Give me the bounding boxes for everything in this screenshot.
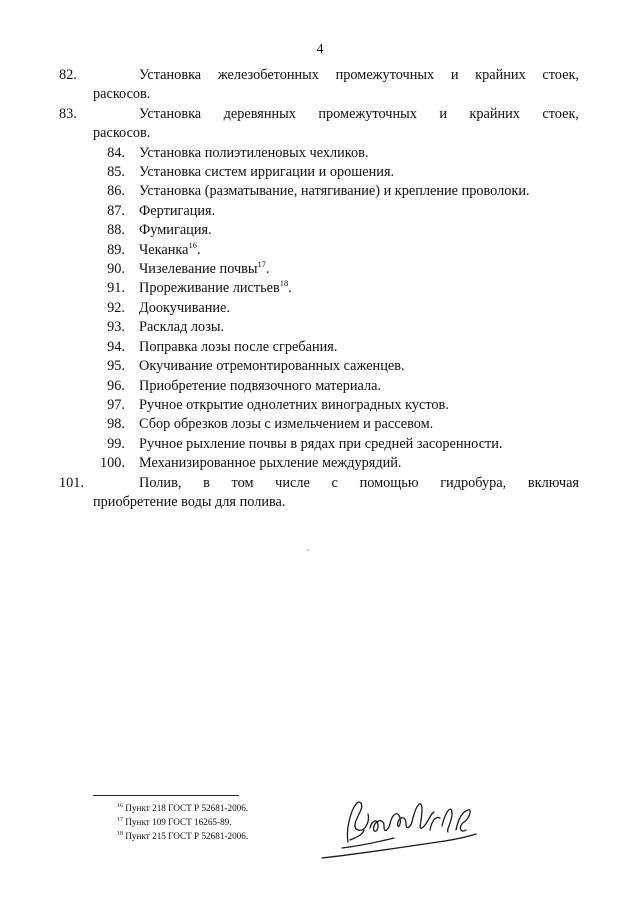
list-item [59, 105, 579, 144]
item-number: 101. [59, 474, 85, 491]
footnote-mark: 17 [117, 816, 123, 823]
item-text: Установка полиэтиленовых чехликов. [139, 144, 369, 161]
item-number: 94. [107, 338, 125, 355]
list-item [93, 163, 579, 182]
footnote-separator [93, 795, 239, 796]
item-number: 82. [59, 67, 77, 83]
list-item [93, 144, 579, 163]
footnote-text: Пункт 215 ГОСТ Р 52681-2006. [125, 831, 249, 841]
list-item [93, 435, 579, 454]
item-number: 88. [107, 222, 125, 239]
item-text: Чеканка [139, 241, 189, 258]
item-text: Установка железобетонных промежуточных и крайних стоек, [139, 67, 579, 83]
item-number: 85. [107, 164, 125, 181]
item-text: Поправка лозы после сгребания. [139, 338, 338, 355]
list-item [59, 474, 579, 513]
item-number: 86. [107, 183, 125, 200]
item-text: Фумигация. [139, 222, 212, 239]
item-text: Установка деревянных промежуточных и крайних стоек, [139, 105, 579, 122]
list-item [93, 357, 579, 376]
item-text-continuation: раскосов. [93, 125, 151, 142]
item-text: Расклад лозы. [139, 319, 225, 336]
item-text: Установка (разматывание, натягивание) и крепление проволоки. [139, 183, 530, 200]
list-item [93, 377, 579, 396]
item-text: Прореживание листьев [139, 280, 280, 297]
item-number: 90. [107, 261, 125, 278]
item-number: 98. [107, 416, 125, 433]
item-text-continuation: приобретение воды для полива. [93, 493, 286, 510]
item-number: 87. [107, 202, 125, 219]
item-text: Доокучивание. [139, 299, 230, 316]
list-item [93, 299, 579, 318]
list-item [93, 415, 579, 434]
item-text: Ручное рыхление почвы в рядах при средней засоренности. [139, 435, 503, 452]
item-text: Чизелевание почвы [139, 261, 258, 278]
item-text-end: . [266, 261, 270, 278]
footnote-mark: 16 [117, 802, 123, 809]
item-text: Полив, в том числе с помощью гидробура, включая [139, 474, 579, 491]
list-item [93, 221, 579, 240]
item-number: 100. [99, 455, 125, 472]
footnote [117, 829, 248, 843]
item-number: 97. [107, 396, 125, 413]
page-number: 4 [316, 42, 324, 57]
item-text: Приобретение подвязочного материала. [139, 377, 382, 394]
item-number: 95. [107, 358, 125, 375]
footnote-ref: 16 [188, 239, 197, 250]
item-text-end: . [288, 280, 292, 297]
item-text-continuation: раскосов. [93, 86, 151, 103]
footnote-text: Пункт 218 ГОСТ Р 52681-2006. [125, 803, 249, 813]
item-text: Ручное открытие однолетних виноградных кустов. [139, 396, 449, 413]
list-item [59, 66, 579, 105]
list-item [93, 454, 579, 473]
item-text: Окучивание отремонтированных саженцев. [139, 358, 405, 375]
scan-speck [307, 549, 309, 551]
item-number: 91. [107, 280, 125, 297]
footnote-mark: 18 [117, 830, 123, 837]
item-number: 84. [107, 144, 125, 161]
item-text-end: . [196, 241, 201, 258]
footnote [117, 801, 248, 815]
item-number: 96. [107, 377, 125, 394]
item-number: 89. [107, 241, 125, 258]
item-number: 83. [59, 105, 77, 122]
numbered-list [59, 66, 579, 512]
item-text: Установка систем ирригации и орошения. [139, 164, 395, 181]
handwritten-signature [318, 790, 488, 866]
item-number: 92. [107, 299, 125, 316]
footnote-ref: 18 [279, 278, 289, 289]
list-item [93, 279, 579, 298]
list-item [93, 260, 579, 279]
list-item [93, 318, 579, 337]
list-item [93, 338, 579, 357]
list-item [93, 241, 579, 260]
list-item [93, 202, 579, 221]
list-item [93, 182, 579, 201]
item-text: Механизированное рыхление междурядий. [139, 455, 402, 472]
item-number: 99. [107, 435, 125, 452]
item-number: 93. [107, 319, 125, 336]
footnote-ref: 17 [257, 259, 267, 270]
list-item [93, 396, 579, 415]
footnote [117, 815, 248, 829]
item-text: Сбор обрезков лозы с измельчением и рассевом. [139, 416, 434, 433]
item-text: Фертигация. [139, 202, 216, 219]
footnote-text: Пункт 109 ГОСТ 16265-89. [125, 817, 232, 827]
footnotes [117, 801, 248, 843]
